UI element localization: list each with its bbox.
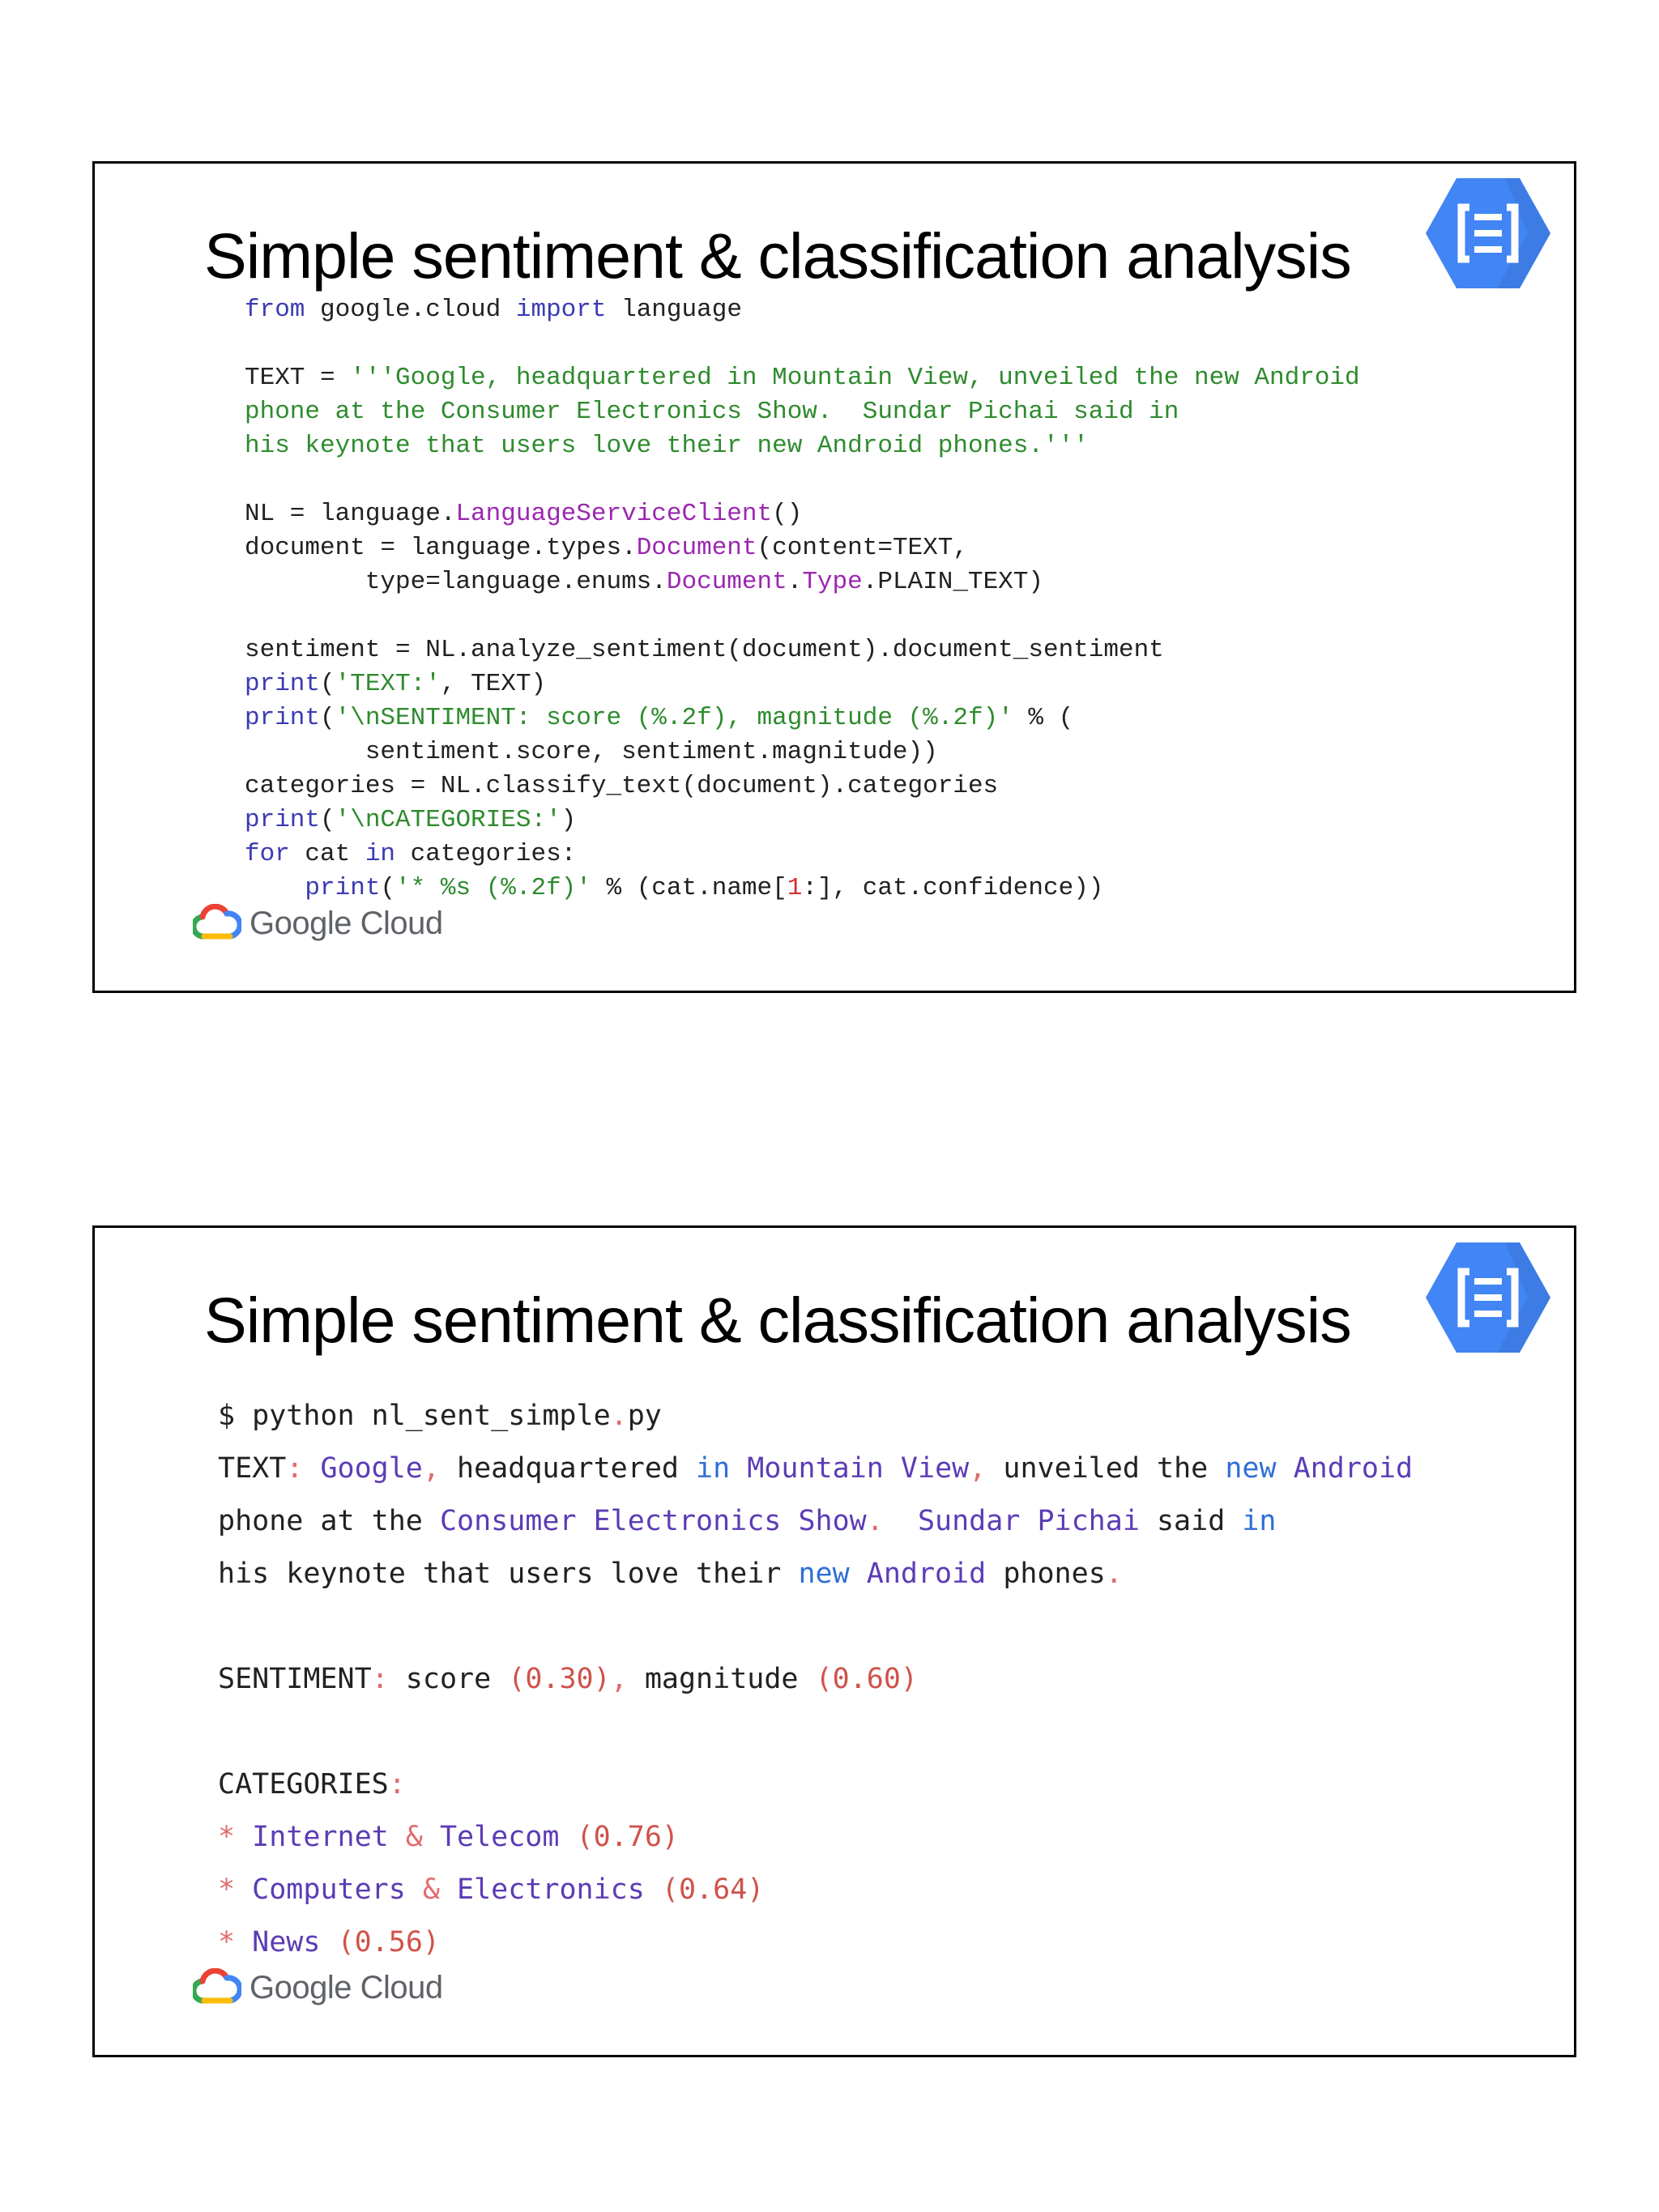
output-line: phone at the Consumer Electronics Show. Sundar Pichai said in (218, 1505, 1277, 1537)
output-line: $ python nl_sent_simple.py (218, 1400, 662, 1432)
google-cloud-wordmark: Google Cloud (249, 1969, 443, 2005)
natural-language-api-icon (1424, 177, 1552, 290)
code-line: type=language.enums.Document.Type.PLAIN_TEXT) (245, 568, 1043, 596)
code-line: print('TEXT:', TEXT) (245, 670, 547, 698)
code-line: phone at the Consumer Electronics Show. Sundar Pichai said in (245, 398, 1179, 426)
slide-output (92, 1225, 1576, 2057)
code-line: sentiment = NL.analyze_sentiment(document).document_sentiment (245, 636, 1164, 664)
category-item: * Internet & Telecom (0.76) (218, 1821, 679, 1853)
code-line: print('* %s (%.2f)' % (cat.name[1:], cat.confidence)) (305, 874, 1104, 902)
output-line: TEXT: Google, headquartered in Mountain View, unveiled the new Android (218, 1452, 1414, 1485)
category-item: * News (0.56) (218, 1926, 440, 1958)
code-line: NL = language.LanguageServiceClient() (245, 500, 803, 528)
output-line: his keynote that users love their new Android phones. (218, 1558, 1123, 1590)
category-item: * Computers & Electronics (0.64) (218, 1873, 765, 1906)
code-block (245, 293, 1360, 906)
google-cloud-wordmark: Google Cloud (249, 905, 443, 941)
code-line: categories = NL.classify_text(document).categories (245, 772, 999, 800)
google-cloud-logo (193, 1965, 443, 2010)
code-line: sentiment.score, sentiment.magnitude)) (245, 738, 938, 766)
slide-code (92, 161, 1576, 993)
code-line: his keynote that users love their new Android phones.''' (245, 432, 1089, 460)
google-cloud-logo (193, 901, 443, 946)
google-cloud-icon (193, 904, 241, 943)
terminal-output (218, 1390, 1413, 1969)
code-line: from google.cloud import language (245, 296, 742, 324)
google-cloud-icon (193, 1968, 241, 2007)
slide-title: Simple sentiment & classification analysis (204, 219, 1351, 292)
output-line: SENTIMENT: score (0.30), magnitude (0.60) (218, 1663, 918, 1695)
output-line: CATEGORIES: (218, 1768, 406, 1801)
code-line: for cat in categories: (245, 840, 577, 868)
code-line: print('\nCATEGORIES:') (245, 806, 577, 834)
code-line: TEXT = '''Google, headquartered in Mountain View, unveiled the new Android (245, 364, 1360, 392)
slide-title: Simple sentiment & classification analysis (204, 1284, 1351, 1356)
code-line: print('\nSENTIMENT: score (%.2f), magnitude (%.2f)' % ( (245, 704, 1074, 732)
code-line: document = language.types.Document(content=TEXT, (245, 534, 968, 562)
natural-language-api-icon (1424, 1241, 1552, 1354)
